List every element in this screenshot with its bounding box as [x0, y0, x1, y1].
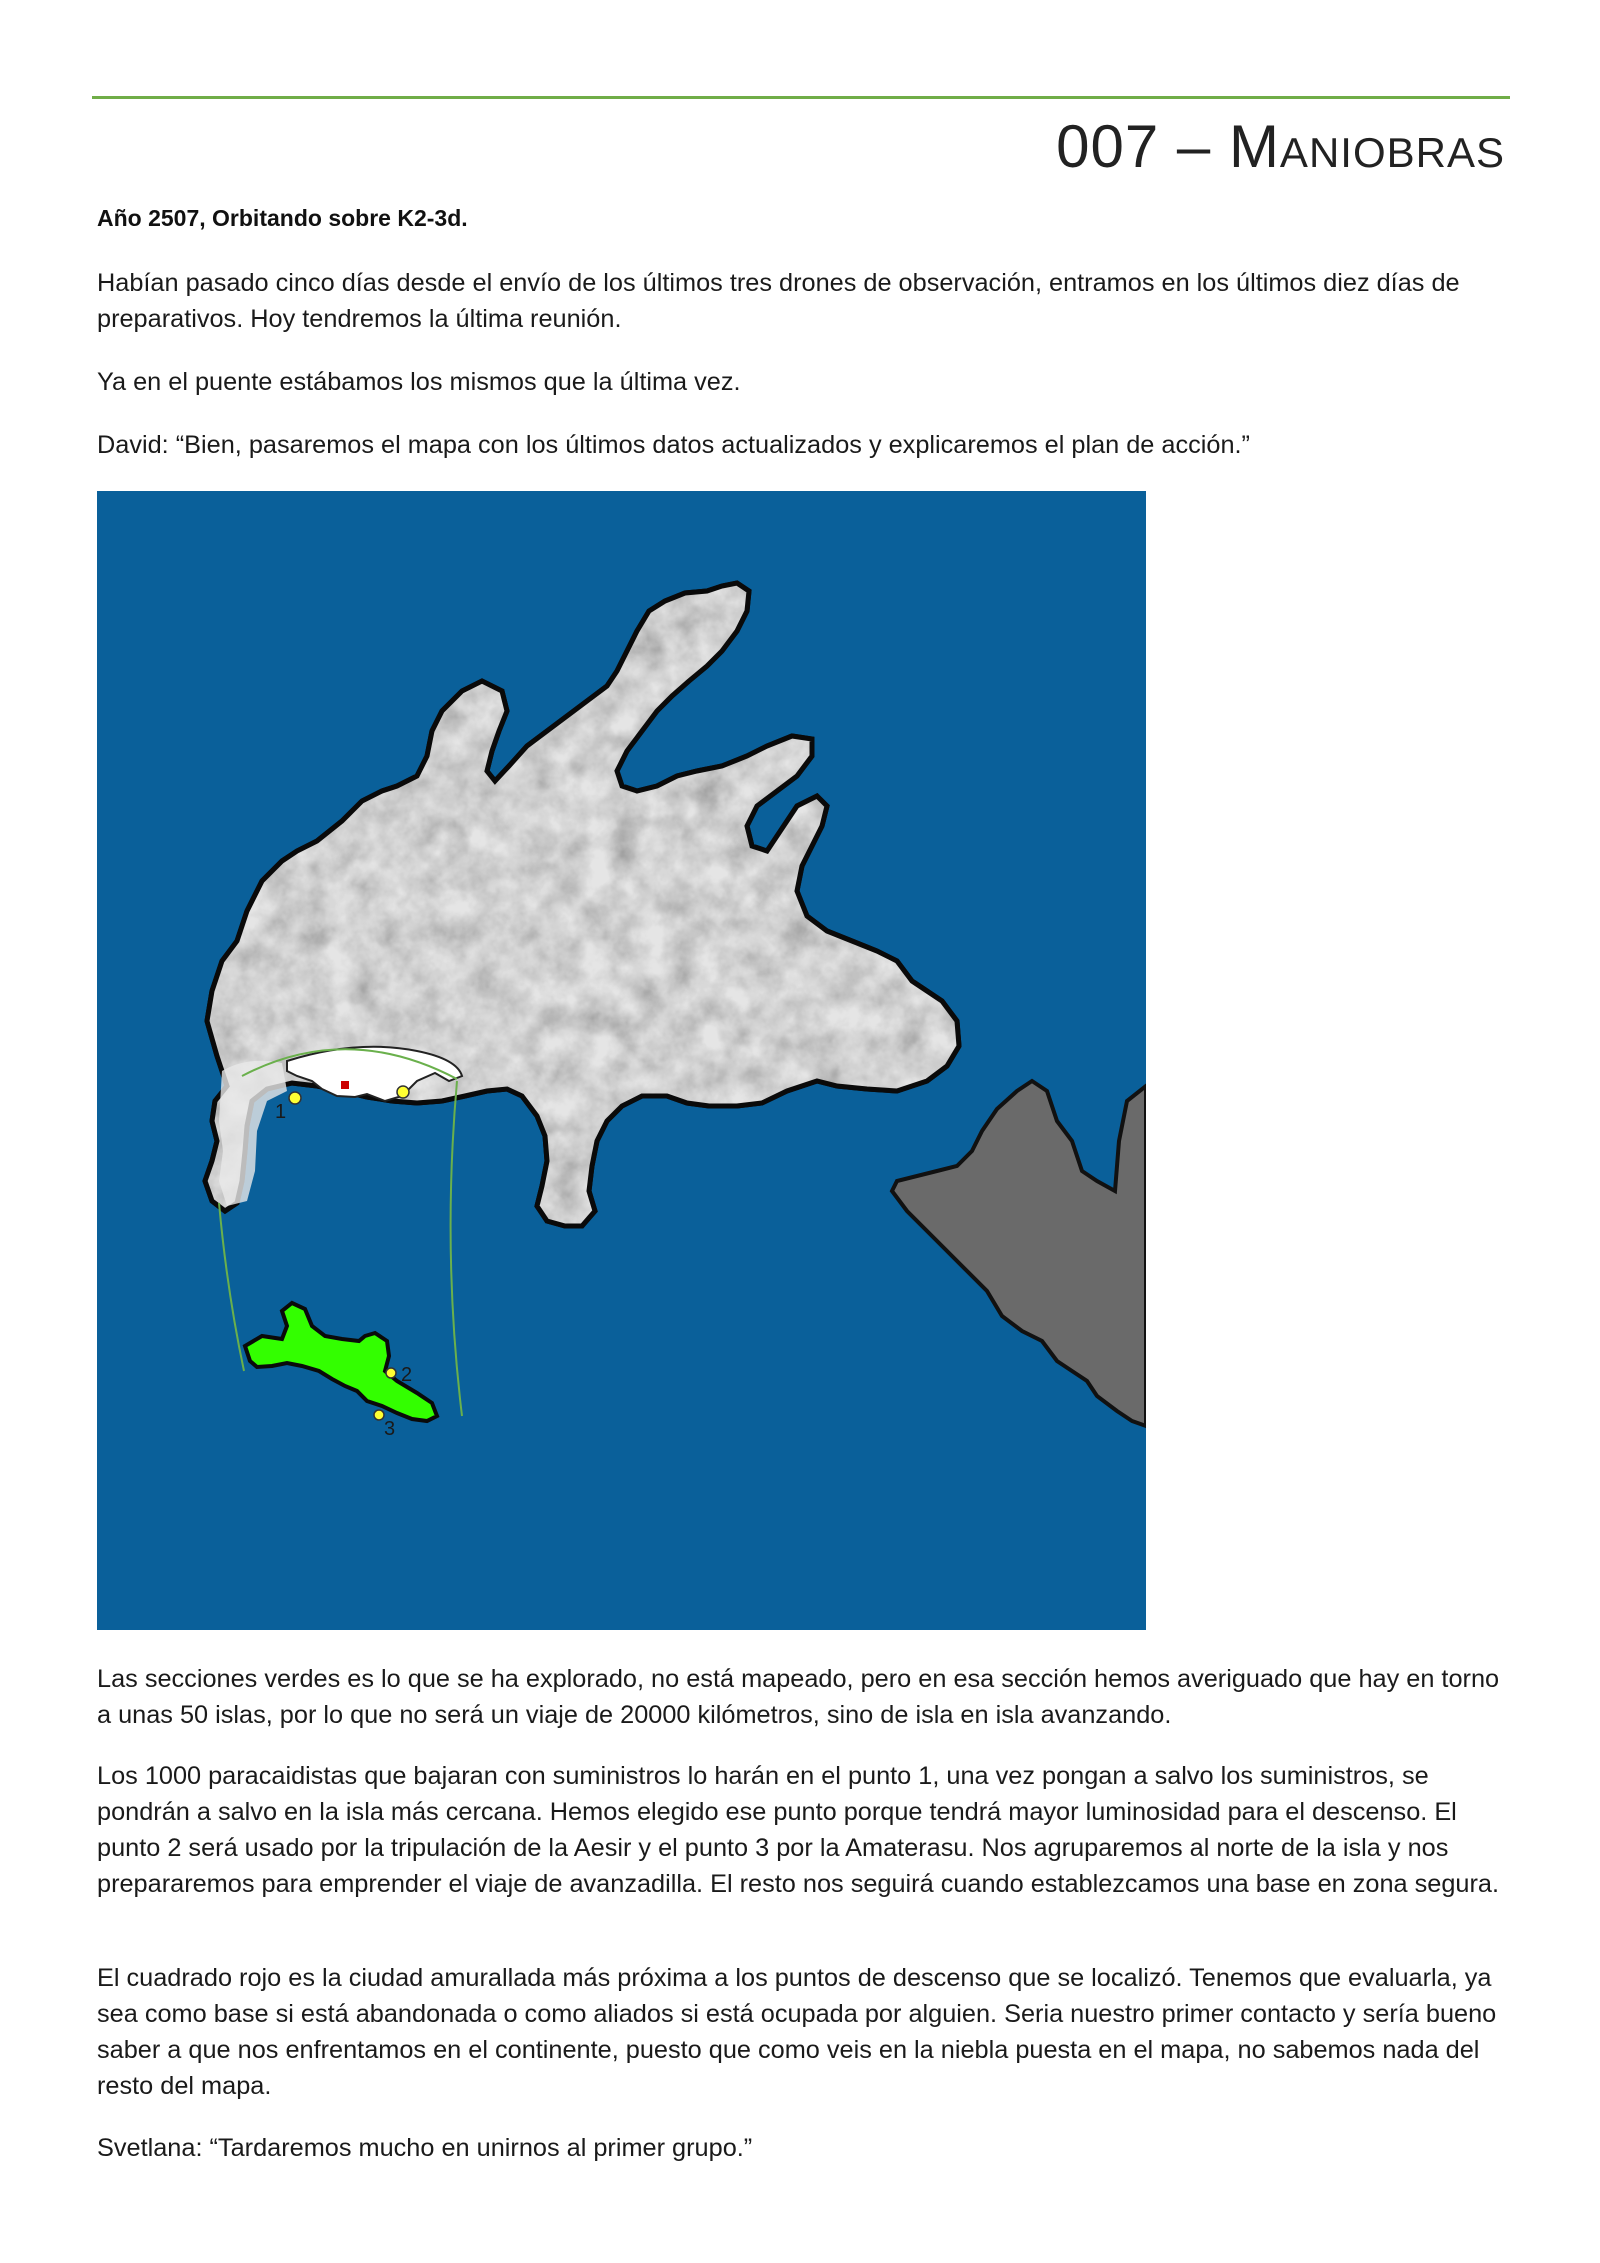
map-image [97, 491, 1146, 1630]
point-1-label: 1 [275, 1101, 287, 1123]
paragraph: Svetlana: “Tardaremos mucho en unirnos al primer grupo.” [97, 2134, 753, 2162]
chapter-title [1056, 112, 1505, 181]
paragraph: Los 1000 paracaidistas que bajaran con suministros lo harán en el punto 1, una vez pongan a salvo los suministros, se pondrán a salvo en la isla más cercana. Hemos elegido ese punto porque tendrá mayor luminosidad para el descenso. El punto 2 será usado por la tripulación de la Aesir y el punto 3 por la Amaterasu. Nos agruparemos al norte de la isla y nos prepararemos para emprender el viaje de avanzadilla. El resto nos seguirá cuando establezcamos una base en zona segura. [97, 1762, 1500, 1898]
point-1 [289, 1092, 301, 1104]
point-2 [386, 1368, 396, 1378]
paragraph: Habían pasado cinco días desde el envío de los últimos tres drones de observación, entramos en los últimos diez días de preparativos. Hoy tendremos la última reunión. [97, 269, 1460, 333]
dateline: Año 2507, Orbitando sobre K2-3d. [97, 205, 468, 231]
point-2-label: 2 [401, 1364, 413, 1386]
point-3 [374, 1410, 384, 1420]
chapter-number: 007 – [1056, 113, 1229, 180]
paragraph: Las secciones verdes es lo que se ha explorado, no está mapeado, pero en esa sección hemos averiguado que hay en torno a unas 50 islas, por lo que no será un viaje de 20000 kilómetros, sino de isla en isla avanzando. [97, 1665, 1500, 1729]
chapter-word: Maniobras [1228, 113, 1505, 180]
walled-city-marker [341, 1081, 349, 1089]
map-figure [97, 491, 1146, 1630]
paragraph: El cuadrado rojo es la ciudad amurallada más próxima a los puntos de descenso que se localizó. Tenemos que evaluarla, ya sea como base si está abandonada o como aliados si está ocupada por alguien. Seria nuestro primer contacto y sería bueno saber a que nos enfrentamos en el continente, puesto que como veis en la niebla puesta en el mapa, no sabemos nada del resto del mapa. [97, 1964, 1497, 2100]
paragraph: Ya en el puente estábamos los mismos que la última vez. [97, 368, 741, 396]
paragraph: David: “Bien, pasaremos el mapa con los últimos datos actualizados y explicaremos el plan de acción.” [97, 431, 1250, 459]
header-rule [92, 96, 1510, 99]
point-1b [397, 1086, 409, 1098]
point-3-label: 3 [384, 1418, 396, 1440]
